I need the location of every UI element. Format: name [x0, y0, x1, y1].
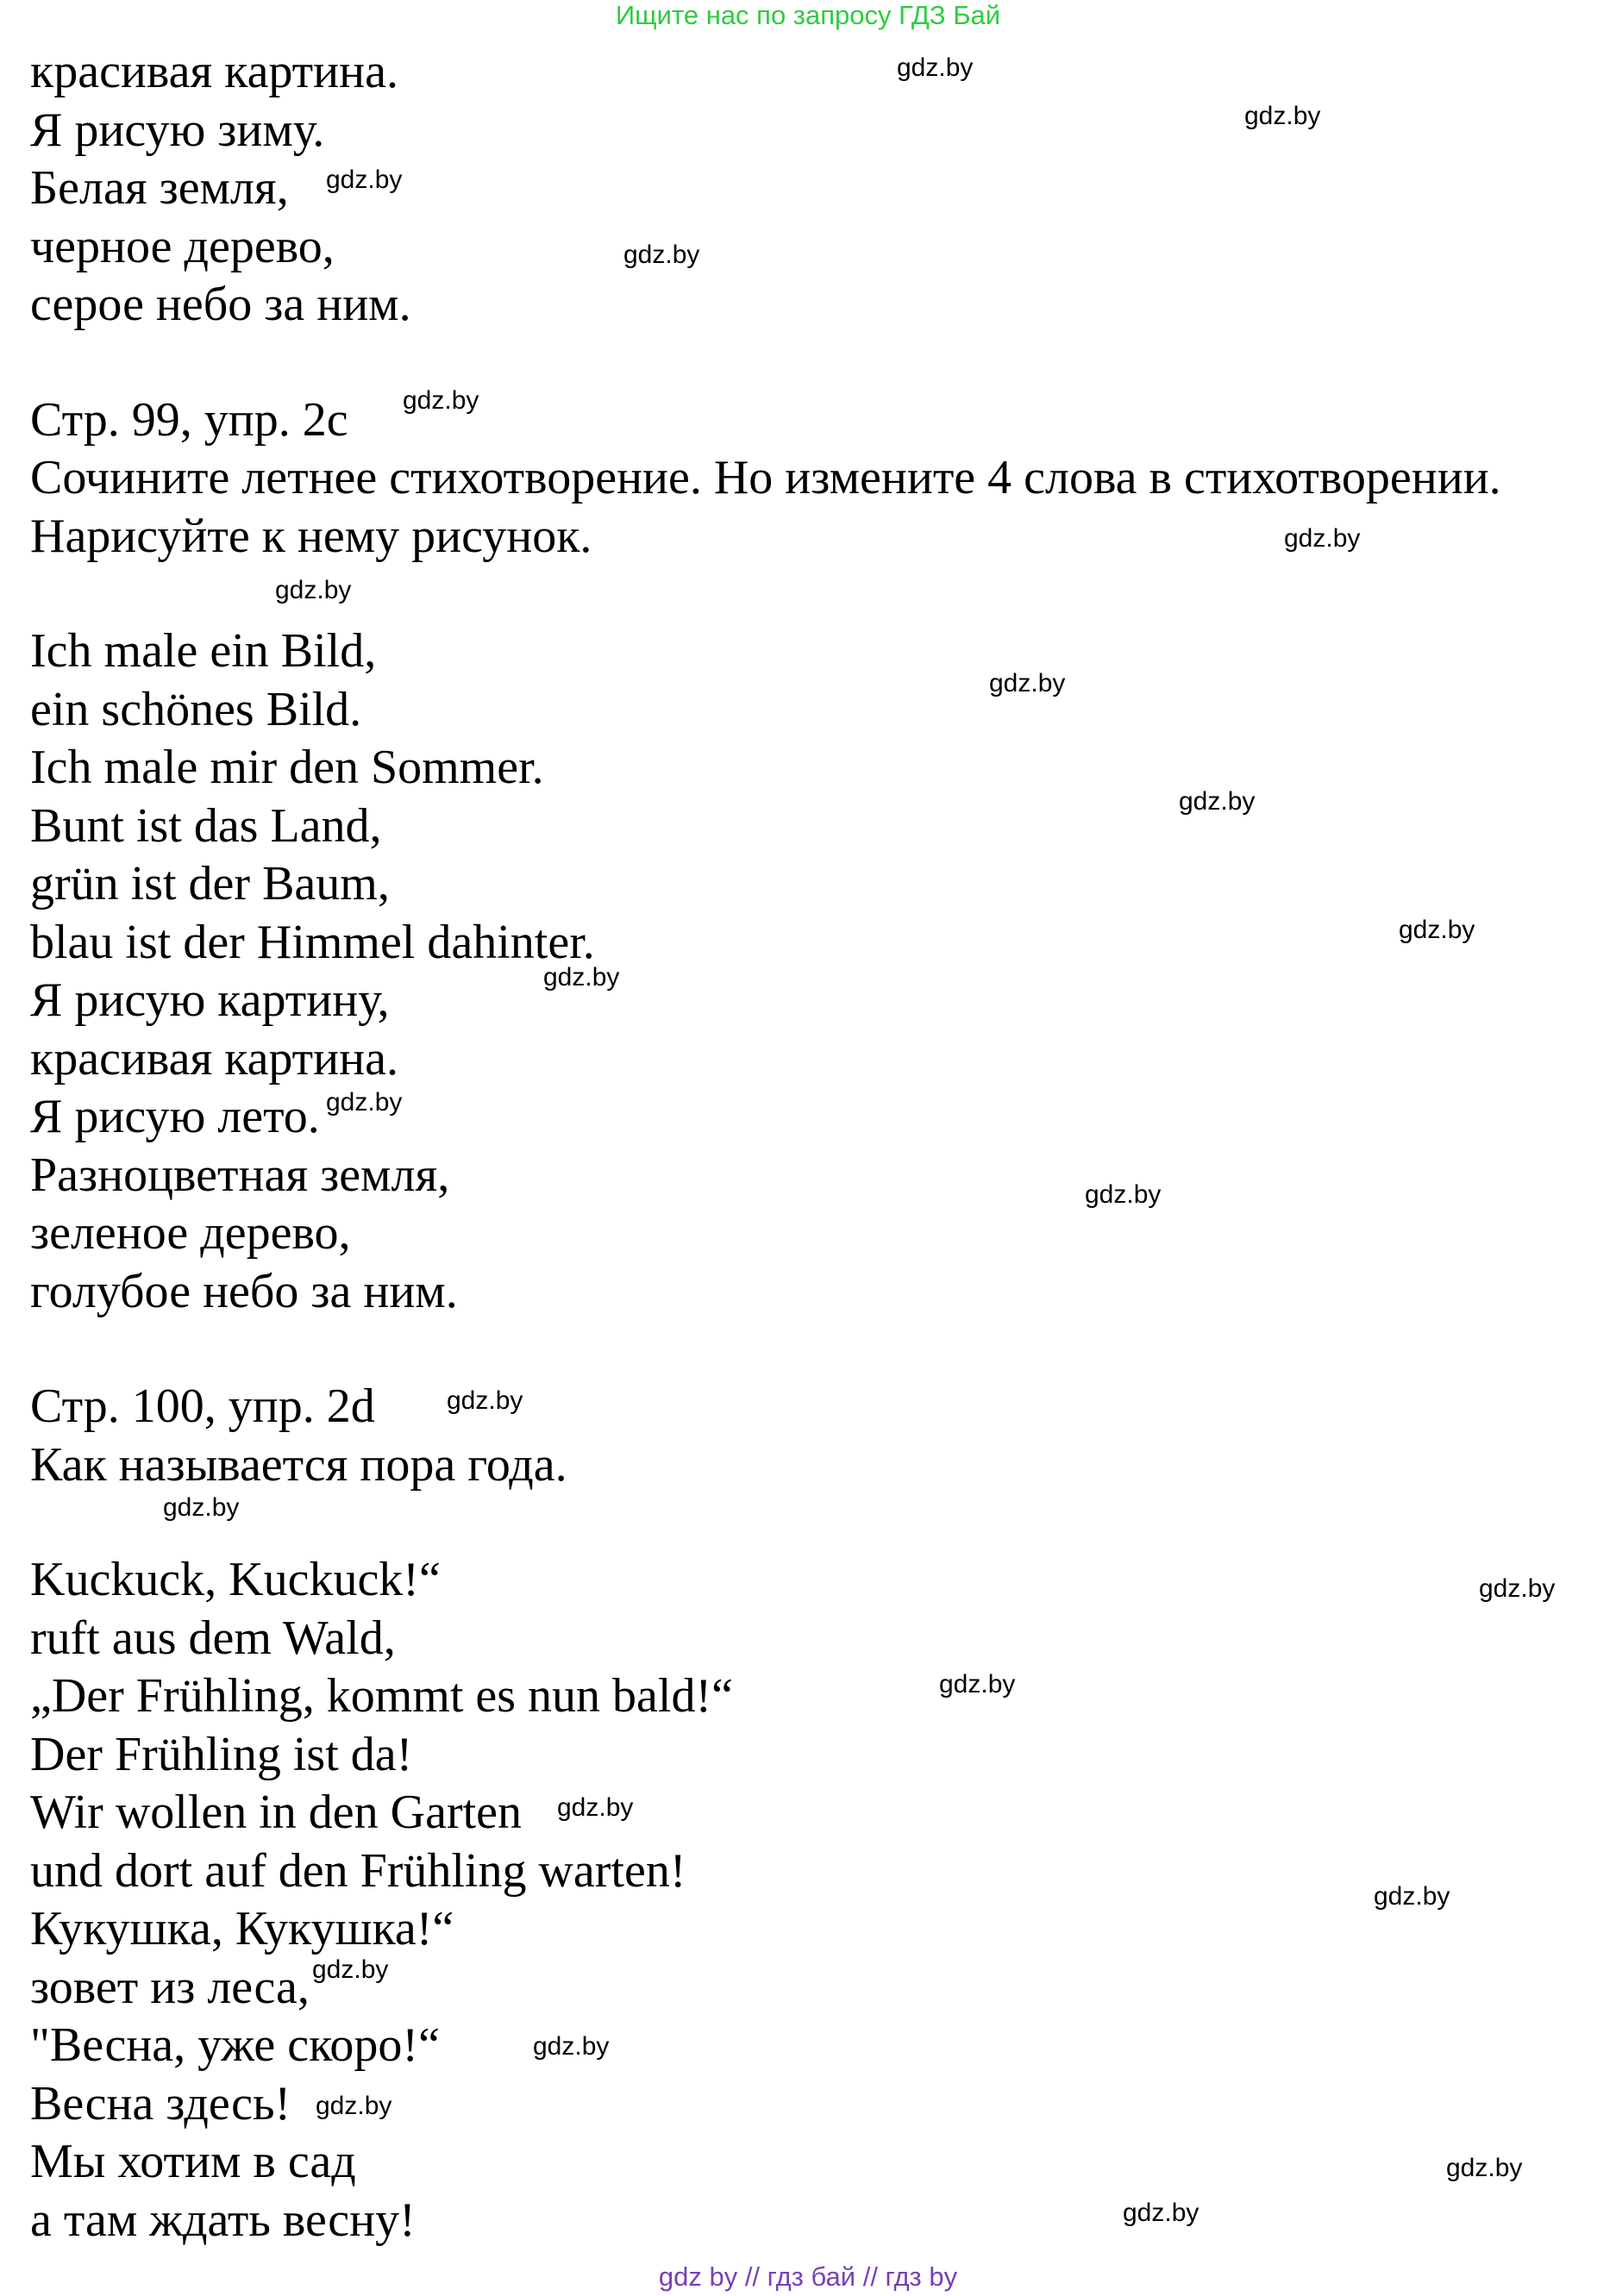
document-body	[30, 43, 1591, 2249]
poem-spring	[30, 1551, 1591, 2249]
exercise-title: Стр. 100, упр. 2d	[30, 1379, 375, 1433]
text-line: Я рисую лето.	[30, 1090, 320, 1143]
watermark: gdz.by	[989, 669, 1066, 698]
text-line: und dort auf den Frühling warten!	[30, 1843, 686, 1898]
watermark: gdz.by	[403, 386, 479, 415]
exercise-instruction: Нарисуйте к нему рисунок.	[30, 509, 592, 563]
text-line: ein schönes Bild.	[30, 682, 362, 736]
text-line: красивая картина.	[30, 1031, 398, 1085]
watermark: gdz.by	[1399, 916, 1475, 944]
watermark: gdz.by	[447, 1386, 523, 1415]
text-line: "Весна, уже скоро!“	[30, 2018, 440, 2072]
watermark: gdz.by	[316, 2092, 392, 2120]
text-line: Я рисую зиму.	[30, 103, 325, 157]
exercise-instruction: Сочините летнее стихотворение. Но измените 4 слова в стихотворении.	[30, 451, 1501, 504]
watermark: gdz.by	[1179, 787, 1256, 816]
watermark: gdz.by	[312, 1955, 389, 1984]
text-line: Весна здесь!	[30, 2076, 291, 2130]
watermark: gdz.by	[1123, 2199, 1199, 2227]
text-line: Ich male mir den Sommer.	[30, 741, 544, 794]
top-banner[interactable]: Ищите нас по запросу ГДЗ Бай	[615, 0, 1001, 30]
exercise-title: Стр. 99, упр. 2c	[30, 392, 348, 447]
text-line: а там ждать весну!	[30, 2193, 416, 2247]
text-line: голубое небо за ним.	[30, 1264, 458, 1318]
text-line: ruft aus dem Wald,	[30, 1611, 396, 1665]
footer-links[interactable]: gdz by // гдз бай // гдз by	[658, 2262, 958, 2292]
exercise-instruction: Как называется пора года.	[30, 1437, 567, 1492]
text-line: зеленое дерево,	[30, 1206, 351, 1260]
watermark: gdz.by	[1244, 102, 1321, 130]
text-line: красивая картина.	[30, 45, 398, 98]
watermark: gdz.by	[533, 2032, 610, 2061]
watermark: gdz.by	[163, 1493, 240, 1522]
watermark: gdz.by	[557, 1793, 634, 1822]
text-line: grün ist der Baum,	[30, 857, 390, 910]
text-line: Wir wollen in den Garten	[30, 1786, 523, 1839]
watermark: gdz.by	[1479, 1574, 1556, 1603]
text-line: черное дерево,	[30, 219, 335, 273]
text-line: Ich male ein Bild,	[30, 624, 377, 678]
watermark: gdz.by	[326, 1088, 403, 1117]
watermark: gdz.by	[543, 963, 620, 992]
watermark: gdz.by	[1284, 524, 1361, 553]
watermark: gdz.by	[1374, 1882, 1450, 1911]
text-line: серое небо за ним.	[30, 278, 411, 331]
poem-winter-ending	[30, 43, 1591, 335]
exercise-2d-header	[30, 1378, 1591, 1494]
text-line: Мы хотим в сад	[30, 2135, 356, 2188]
text-line: Разноцветная земля,	[30, 1148, 450, 1202]
text-line: Кукушка, Кукушка!“	[30, 1902, 454, 1955]
text-line: зовет из леса,	[30, 1960, 310, 2014]
watermark: gdz.by	[897, 53, 974, 82]
watermark: gdz.by	[1085, 1180, 1162, 1209]
text-line: „Der Frühling, kommt es nun bald!“	[30, 1669, 733, 1723]
text-line: blau ist der Himmel dahinter.	[30, 915, 595, 969]
text-line: Белая земля,	[30, 161, 289, 215]
text-line: Bunt ist das Land,	[30, 798, 382, 853]
watermark: gdz.by	[1446, 2154, 1523, 2182]
text-line: Я рисую картину,	[30, 973, 390, 1027]
poem-summer	[30, 622, 1591, 1321]
watermark: gdz.by	[939, 1670, 1016, 1699]
text-line: Kuckuck, Kuckuck!“	[30, 1553, 441, 1606]
watermark: gdz.by	[275, 576, 352, 604]
watermark: gdz.by	[623, 241, 700, 269]
text-line: Der Frühling ist da!	[30, 1727, 413, 1781]
watermark: gdz.by	[326, 166, 403, 194]
